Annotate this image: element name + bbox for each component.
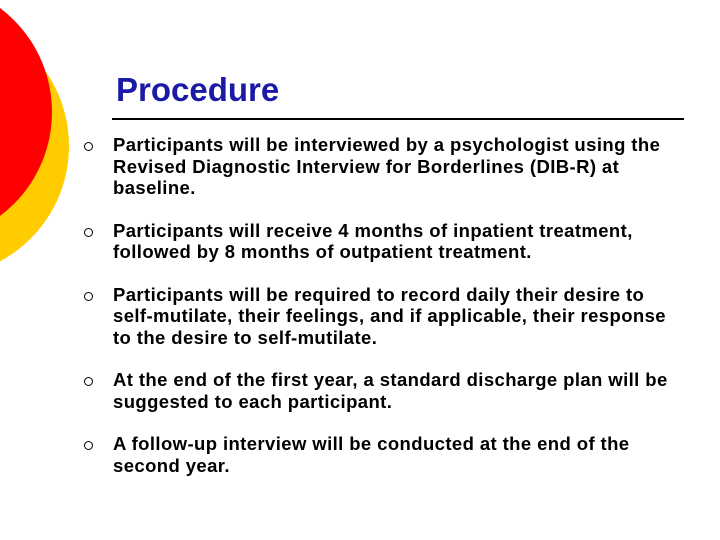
bullet-text: Participants will be required to record daily their desire to self-mutilate, their feelings, and if applicable, their response to the desire to self-mutilate. (113, 283, 666, 348)
bullet-item (84, 220, 684, 263)
hollow-circle-bullet-icon (84, 142, 93, 151)
hollow-circle-bullet-icon (84, 377, 93, 386)
bullet-text: Participants will receive 4 months of inpatient treatment, followed by 8 months of outpatient treatment. (113, 219, 633, 262)
title-divider (112, 118, 684, 120)
bullet-text: A follow-up interview will be conducted at the end of the second year. (113, 433, 630, 476)
hollow-circle-bullet-icon (84, 228, 93, 237)
bullet-text: Participants will be interviewed by a psychologist using the Revised Diagnostic Interview for Borderlines (DIB-R) at baseline. (113, 134, 661, 198)
bullet-item (84, 369, 684, 412)
bullet-item (84, 284, 684, 349)
bullet-list (84, 134, 684, 497)
hollow-circle-bullet-icon (84, 292, 93, 301)
bullet-item (84, 433, 684, 476)
bullet-text: At the end of the first year, a standard discharge plan will be suggested to each participant. (113, 369, 668, 412)
bullet-item (84, 134, 684, 199)
hollow-circle-bullet-icon (84, 441, 93, 450)
slide-title: Procedure (116, 71, 280, 108)
decorative-circles (0, 0, 80, 290)
